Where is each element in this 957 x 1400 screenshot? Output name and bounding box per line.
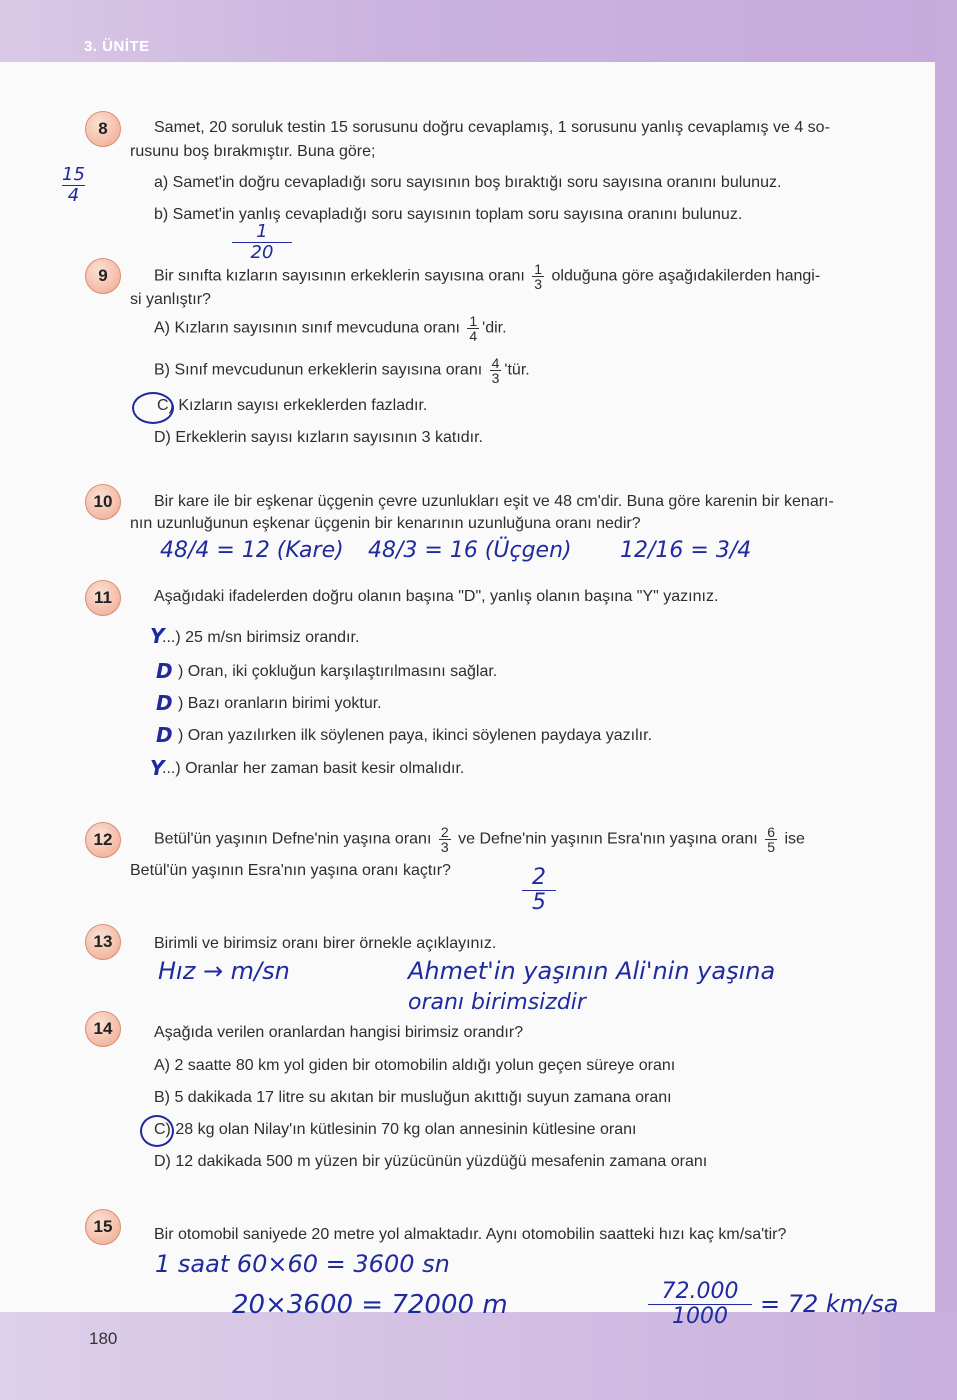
q9-fraction: $\frac{1}{3}$ — [534, 261, 543, 292]
right-margin-band — [935, 0, 957, 1400]
q11-item2-text: ) Oran, iki çokluğun karşılaştırılmasını sağlar. — [178, 663, 498, 680]
question-number-13: 13 — [85, 924, 121, 960]
q13-text: Birimli ve birimsiz oranı birer örnekle açıklayınız. — [154, 935, 497, 952]
q8-text-line1: Samet, 20 soruluk testin 15 sorusunu doğru cevaplamış, 1 sorusunu yanlış cevaplamış ve 4 so- — [154, 119, 830, 136]
q12-text-line1: Betül'ün yaşının Defne'nin yaşına oranı $\frac{2}{3}$ ve Defne'nin yaşının Esra'nın yaşına oranı $\frac{6}{5}$ ise — [154, 824, 805, 855]
q10-text-line2: nın uzunluğunun eşkenar üçgenin bir kenarının uzunluğuna oranı nedir? — [130, 515, 641, 532]
q15-handwritten-fraction: 72.000 1000 — [648, 1280, 752, 1329]
q14-text: Aşağıda verilen oranlardan hangisi birimsiz orandır? — [154, 1024, 524, 1041]
q11-item1-mark: Y — [150, 624, 165, 648]
q11-item1-text: ...) 25 m/sn birimsiz orandır. — [162, 629, 360, 646]
q11-item4-mark: D — [156, 723, 173, 747]
q8-handwritten-answer-a: 15 4 — [62, 164, 85, 206]
q9-option-b: B) Sınıf mevcudunun erkeklerin sayısına oranı $\frac{4}{3}$ 'tür. — [154, 355, 530, 386]
footer-band — [0, 1312, 957, 1400]
q11-item3-text: ) Bazı oranların birimi yoktur. — [178, 695, 382, 712]
q14-option-d: D) 12 dakikada 500 m yüzen bir yüzücünün yüzdüğü mesafenin zamana oranı — [154, 1153, 708, 1170]
q11-item4-text: ) Oran yazılırken ilk söylenen paya, ikinci söylenen paydaya yazılır. — [178, 727, 653, 744]
q11-instruction: Aşağıdaki ifadelerden doğru olanın başına "D", yanlış olanın başına "Y" yazınız. — [154, 588, 719, 605]
q9-text-line1: Bir sınıfta kızların sayısının erkeklerin sayısına oranı $\frac{1}{3}$ olduğuna göre aşağıdakilerden hangi- — [154, 261, 821, 292]
question-number-14: 14 — [85, 1011, 121, 1047]
question-number-9: 9 — [85, 258, 121, 294]
question-number-15: 15 — [85, 1209, 121, 1245]
q10-handwritten-triangle: 48/3 = 16 (Üçgen) — [368, 538, 572, 563]
q10-handwritten-square: 48/4 = 12 (Kare) — [160, 538, 344, 563]
q14-option-b: B) 5 dakikada 17 litre su akıtan bir musluğun akıttığı suyun zamana oranı — [154, 1089, 672, 1106]
question-number-11: 11 — [85, 580, 121, 616]
q9-text-line2: si yanlıştır? — [130, 291, 211, 308]
question-number-10: 10 — [85, 484, 121, 520]
q8-text-line2: rusunu boş bırakmıştır. Buna göre; — [130, 143, 376, 160]
q12-handwritten-answer: 2 5 — [522, 866, 556, 915]
q9-option-a: A) Kızların sayısının sınıf mevcuduna oranı $\frac{1}{4}$ 'dir. — [154, 313, 507, 344]
q9-option-d: D) Erkeklerin sayısı kızların sayısının 3 katıdır. — [154, 429, 483, 446]
q14-option-a: A) 2 saatte 80 km yol giden bir otomobilin aldığı yolun geçen süreye oranı — [154, 1057, 676, 1074]
q15-handwritten-step2: 20×3600 = 72000 m — [232, 1290, 508, 1320]
q8-part-b: b) Samet'in yanlış cevapladığı soru sayısının toplam soru sayısına oranını bulunuz. — [154, 206, 743, 223]
q14-answer-mark — [140, 1115, 174, 1147]
q10-handwritten-ratio: 12/16 = 3/4 — [620, 538, 752, 563]
q15-handwritten-step1: 1 saat 60×60 = 3600 sn — [155, 1250, 450, 1278]
q11-item2-mark: D — [156, 659, 173, 683]
question-number-12: 12 — [85, 822, 121, 858]
unit-title: 3. ÜNİTE — [84, 38, 150, 55]
page-number: 180 — [89, 1329, 118, 1348]
q13-handwritten-example2-cont: oranı birimsizdir — [408, 990, 586, 1015]
q11-item5-mark: Y — [150, 756, 165, 780]
q14-option-c: C) 28 kg olan Nilay'ın kütlesinin 70 kg olan annesinin kütlesine oranı — [154, 1121, 637, 1138]
q11-item3-mark: D — [156, 691, 173, 715]
q15-text: Bir otomobil saniyede 20 metre yol almaktadır. Aynı otomobilin saatteki hızı kaç km/sa'tir? — [154, 1226, 787, 1243]
q9-answer-circle — [132, 392, 174, 424]
q13-handwritten-example1: Hız → m/sn — [158, 957, 290, 985]
q11-item5-text: ...) Oranlar her zaman basit kesir olmalıdır. — [162, 760, 465, 777]
question-number-8: 8 — [85, 111, 121, 147]
q8-handwritten-answer-b: 1 20 — [232, 222, 292, 263]
q10-text-line1: Bir kare ile bir eşkenar üçgenin çevre uzunlukları eşit ve 48 cm'dir. Buna göre karenin bir kenarı- — [154, 493, 834, 510]
q8-part-a: a) Samet'in doğru cevapladığı soru sayısının boş bıraktığı soru sayısına oranını bulunuz. — [154, 174, 782, 191]
q13-handwritten-example2: Ahmet'in yaşının Ali'nin yaşına — [408, 957, 776, 985]
q12-text-line2: Betül'ün yaşının Esra'nın yaşına oranı kaçtır? — [130, 862, 451, 879]
q9-option-c: C) Kızların sayısı erkeklerden fazladır. — [157, 397, 428, 414]
q15-handwritten-result: = 72 km/sa — [760, 1290, 899, 1318]
